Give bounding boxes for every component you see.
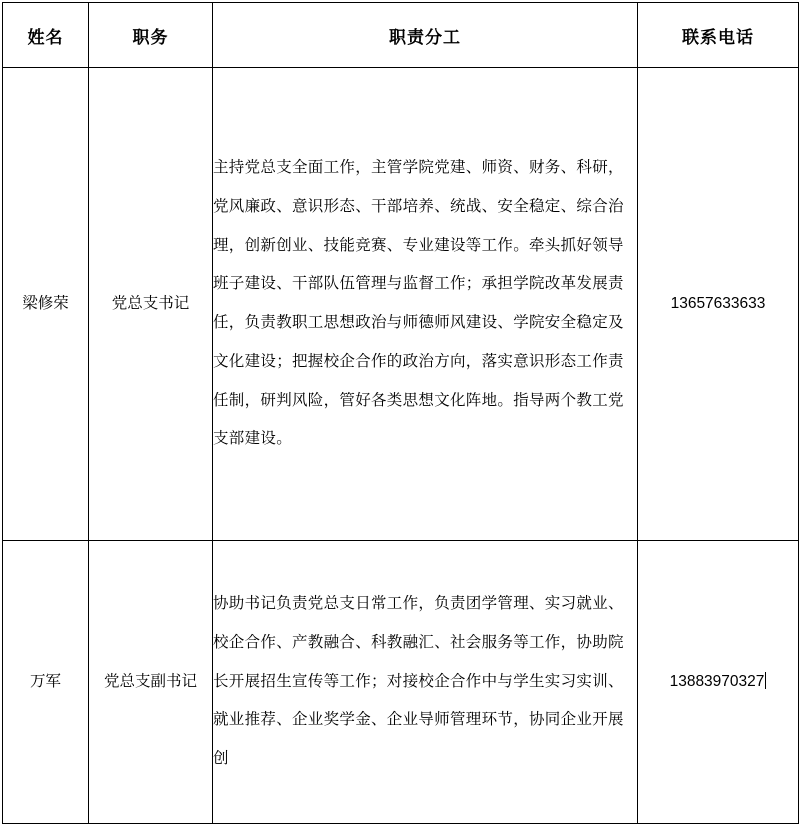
cell-post: 党总支书记: [89, 68, 213, 541]
cell-name: 梁修荣: [3, 68, 89, 541]
cell-name: 万军: [3, 541, 89, 824]
column-header-phone: 联系电话: [638, 3, 799, 68]
duty-text: 协助书记负责党总支日常工作，负责团学管理、实习就业、校企合作、产教融合、科教融汇、社会服务等工作，协助院长开展招生宣传等工作；对接校企合作中与学生实习实训、就业推荐、企业奖学金、企业导师管理环节，协同企业开展创: [213, 595, 624, 768]
table-row: [3, 541, 799, 824]
cell-duty: [213, 541, 638, 824]
table-header-row: [3, 3, 799, 68]
table-header: [3, 3, 799, 68]
document-page: [0, 2, 800, 826]
column-header-duty: 职责分工: [213, 3, 638, 68]
cell-phone: 13657633633: [638, 68, 799, 541]
table-row: [3, 68, 799, 541]
cell-duty: [213, 68, 638, 541]
text-caret: [765, 672, 766, 689]
column-header-name: 姓名: [3, 3, 89, 68]
duty-assignment-table: [2, 2, 799, 824]
phone-value: 13883970327: [669, 673, 765, 691]
table-body: [3, 68, 799, 824]
cell-phone[interactable]: [638, 541, 799, 824]
duty-text: 主持党总支全面工作，主管学院党建、师资、财务、科研，党风廉政、意识形态、干部培养、统战、安全稳定、综合治理，创新创业、技能竞赛、专业建设等工作。牵头抓好领导班子建设、干部队伍管理与监督工作；承担学院改革发展责任，负责教职工思想政治与师德师风建设、学院安全稳定及文化建设；把握校企合作的政治方向，落实意识形态工作责任制，研判风险，管好各类思想文化阵地。指导两个教工党支部建设。: [213, 159, 624, 448]
column-header-post: 职务: [89, 3, 213, 68]
cell-post: 党总支副书记: [89, 541, 213, 824]
